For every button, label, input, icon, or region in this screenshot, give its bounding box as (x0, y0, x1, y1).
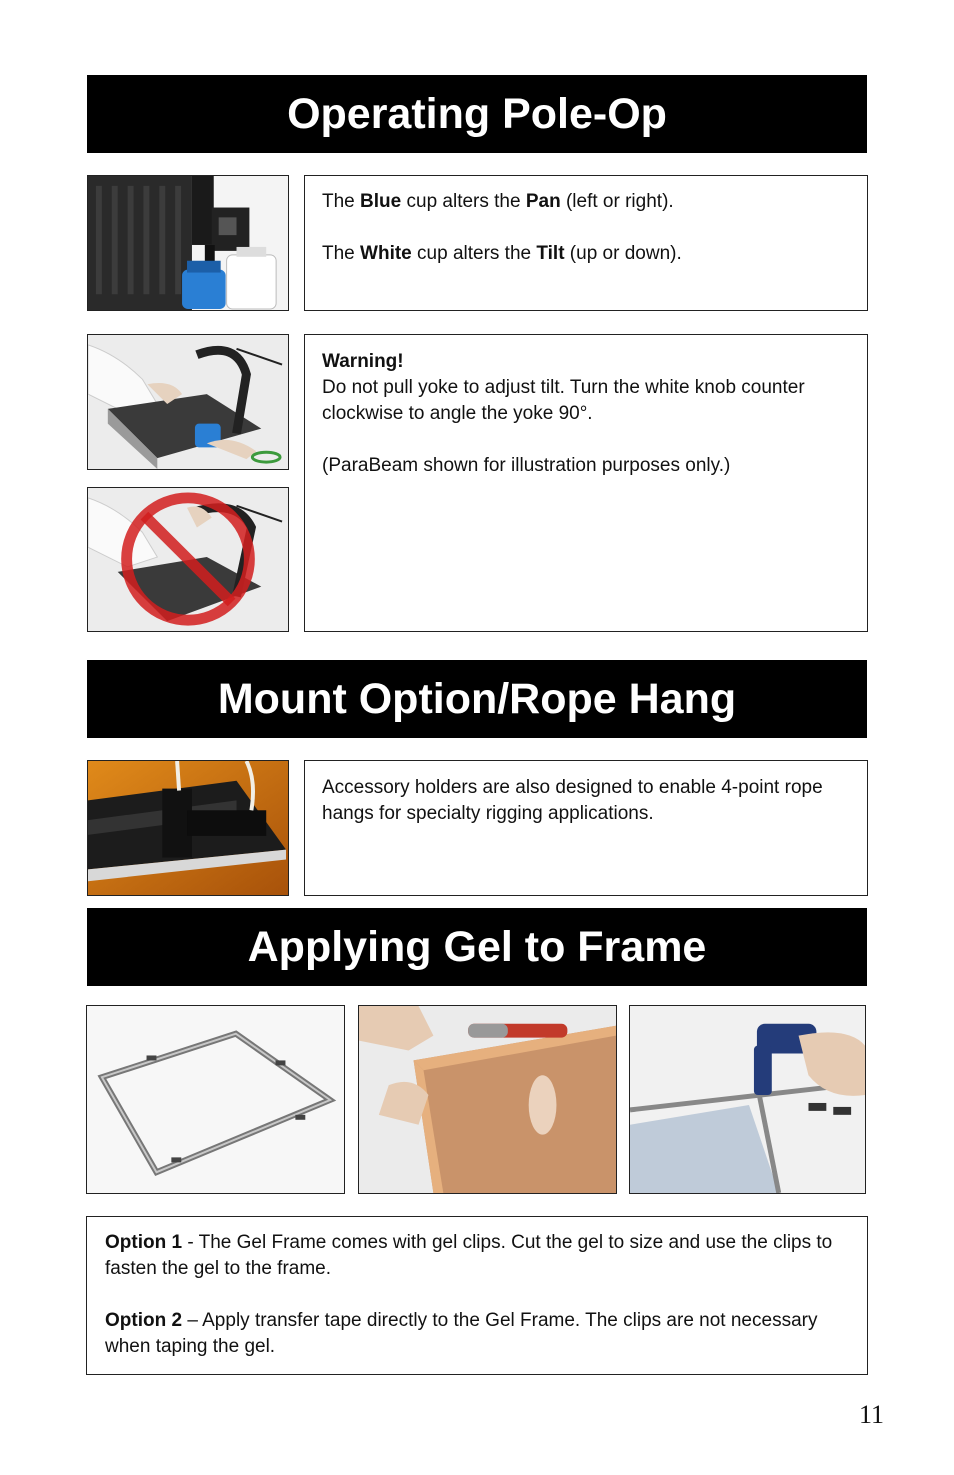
cutting-gel-photo (358, 1005, 617, 1194)
section-title-gel: Applying Gel to Frame (87, 908, 867, 986)
illustration-note: (ParaBeam shown for illustration purposes only.) (322, 455, 731, 476)
rope-hang-description (304, 760, 868, 896)
warning-box (304, 334, 868, 632)
tilt-line: The White cup alters the Tilt (up or down). (322, 243, 682, 264)
option-2: Option 2 – Apply transfer tape directly to the Gel Frame. The clips are not necessary when taping the gel. (105, 1310, 818, 1357)
pan-line: The Blue cup alters the Pan (left or right). (322, 191, 674, 212)
option-1: Option 1 - The Gel Frame comes with gel clips. Cut the gel to size and use the clips to fasten the gel to the frame. (105, 1232, 833, 1279)
warning-text: Do not pull yoke to adjust tilt. Turn the white knob counter clockwise to angle the yoke 90°. (322, 377, 805, 424)
do-not-pull-yoke-photo (87, 487, 289, 632)
pole-op-cups-photo (87, 175, 289, 311)
taping-gel-photo (629, 1005, 866, 1194)
pan-tilt-description (304, 175, 868, 311)
rope-hang-photo (87, 760, 289, 896)
gel-frame-photo (86, 1005, 345, 1194)
warning-heading: Warning! (322, 351, 404, 372)
section-title-mount: Mount Option/Rope Hang (87, 660, 867, 738)
gel-options-box (86, 1216, 868, 1375)
rope-hang-text: Accessory holders are also designed to enable 4-point rope hangs for specialty rigging applications. (322, 777, 823, 824)
turn-knob-photo (87, 334, 289, 470)
section-title-operating: Operating Pole-Op (87, 75, 867, 153)
page-number: 11 (858, 1400, 884, 1429)
